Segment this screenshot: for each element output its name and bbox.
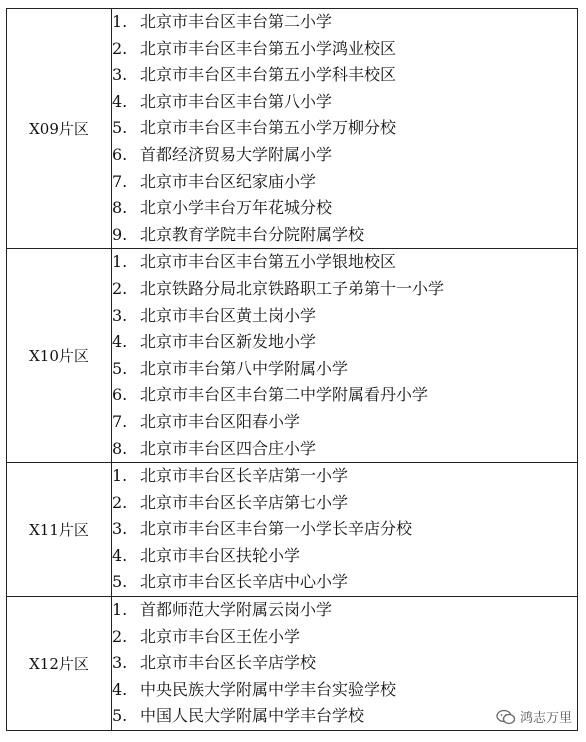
district-name: X09片区 [7,9,112,249]
school-number: 5. [112,572,128,592]
school-item [112,624,577,651]
school-number: 9. [112,224,128,244]
school-item [112,329,577,356]
school-name: 北京市丰台区长辛店中心小学 [140,572,349,592]
school-name: 北京教育学院丰台分院附属学校 [140,224,365,244]
district-row [7,597,578,731]
school-number: 5. [112,358,128,378]
school-name: 北京市丰台第八中学附属小学 [140,358,349,378]
school-item [112,276,577,303]
school-number: 3. [112,519,128,539]
wechat-icon [496,709,516,725]
school-name: 北京市丰台区丰台第八小学 [140,91,333,111]
school-number: 3. [112,653,128,673]
school-number: 4. [112,91,128,111]
table-body [7,9,578,731]
district-row [7,249,578,463]
school-number: 4. [112,679,128,699]
school-name: 首都师范大学附属云岗小学 [140,600,333,620]
school-item [112,463,577,490]
school-name: 北京市丰台区纪家庙小学 [140,171,317,191]
school-list [112,463,578,597]
school-name: 中央民族大学附属中学丰台实验学校 [140,679,397,699]
school-item [112,222,577,249]
school-name: 北京市丰台区丰台第五小学鸿业校区 [140,38,397,58]
school-name: 北京市丰台区王佐小学 [140,626,301,646]
school-item [112,303,577,330]
school-item [112,597,577,624]
school-item [112,409,577,436]
school-name: 北京市丰台区丰台第二小学 [140,12,333,31]
school-item [112,677,577,704]
school-number: 1. [112,600,128,620]
school-list [112,9,578,249]
district-name: X10片区 [7,249,112,463]
school-number: 2. [112,626,128,646]
school-name: 北京市丰台区丰台第一小学长辛店分校 [140,519,413,539]
school-name: 北京市丰台区扶轮小学 [140,545,301,565]
school-name: 北京市丰台区长辛店第一小学 [140,466,349,486]
school-number: 2. [112,38,128,58]
school-item [112,62,577,89]
school-number: 6. [112,385,128,405]
school-name: 北京市丰台区长辛店第七小学 [140,492,349,512]
school-number: 6. [112,144,128,164]
school-item [112,436,577,463]
school-item [112,543,577,570]
school-name: 北京市丰台区阳春小学 [140,411,301,431]
district-name: X12片区 [7,597,112,731]
school-name: 北京铁路分局北京铁路职工子弟第十一小学 [140,278,445,298]
school-item [112,650,577,677]
district-row [7,9,578,249]
school-name: 北京市丰台区丰台第五小学科丰校区 [140,65,397,85]
school-item [112,36,577,63]
district-table [6,8,578,731]
school-name: 北京市丰台区丰台第二中学附属看丹小学 [140,385,429,405]
school-list [112,249,578,463]
school-number: 8. [112,198,128,218]
school-name: 北京市丰台区黄土岗小学 [140,305,317,325]
school-number: 2. [112,492,128,512]
school-name: 北京市丰台区新发地小学 [140,332,317,352]
school-item [112,516,577,543]
school-number: 5. [112,706,128,726]
school-number: 1. [112,466,128,486]
school-number: 1. [112,12,128,31]
school-number: 2. [112,278,128,298]
school-item [112,195,577,222]
school-number: 1. [112,252,128,272]
school-item [112,169,577,196]
school-number: 7. [112,171,128,191]
school-name: 北京市丰台区丰台第五小学万柳分校 [140,118,397,138]
school-number: 5. [112,118,128,138]
school-item [112,356,577,383]
school-name: 北京小学丰台万年花城分校 [140,198,333,218]
school-item [112,115,577,142]
district-row [7,463,578,597]
school-item [112,490,577,517]
school-name: 北京市丰台区长辛店学校 [140,653,317,673]
district-name: X11片区 [7,463,112,597]
school-number: 3. [112,65,128,85]
school-name: 北京市丰台区丰台第五小学银地校区 [140,252,397,272]
watermark [496,707,572,726]
school-number: 4. [112,545,128,565]
school-item [112,382,577,409]
school-number: 8. [112,438,128,458]
school-name: 中国人民大学附属中学丰台学校 [140,706,365,726]
school-name: 北京市丰台区四合庄小学 [140,438,317,458]
school-item [112,142,577,169]
school-number: 4. [112,332,128,352]
watermark-text: 鸿志万里 [519,711,572,726]
school-item [112,9,577,36]
school-item [112,89,577,116]
school-number: 7. [112,411,128,431]
school-number: 3. [112,305,128,325]
school-name: 首都经济贸易大学附属小学 [140,144,333,164]
school-item [112,249,577,276]
school-item [112,569,577,596]
